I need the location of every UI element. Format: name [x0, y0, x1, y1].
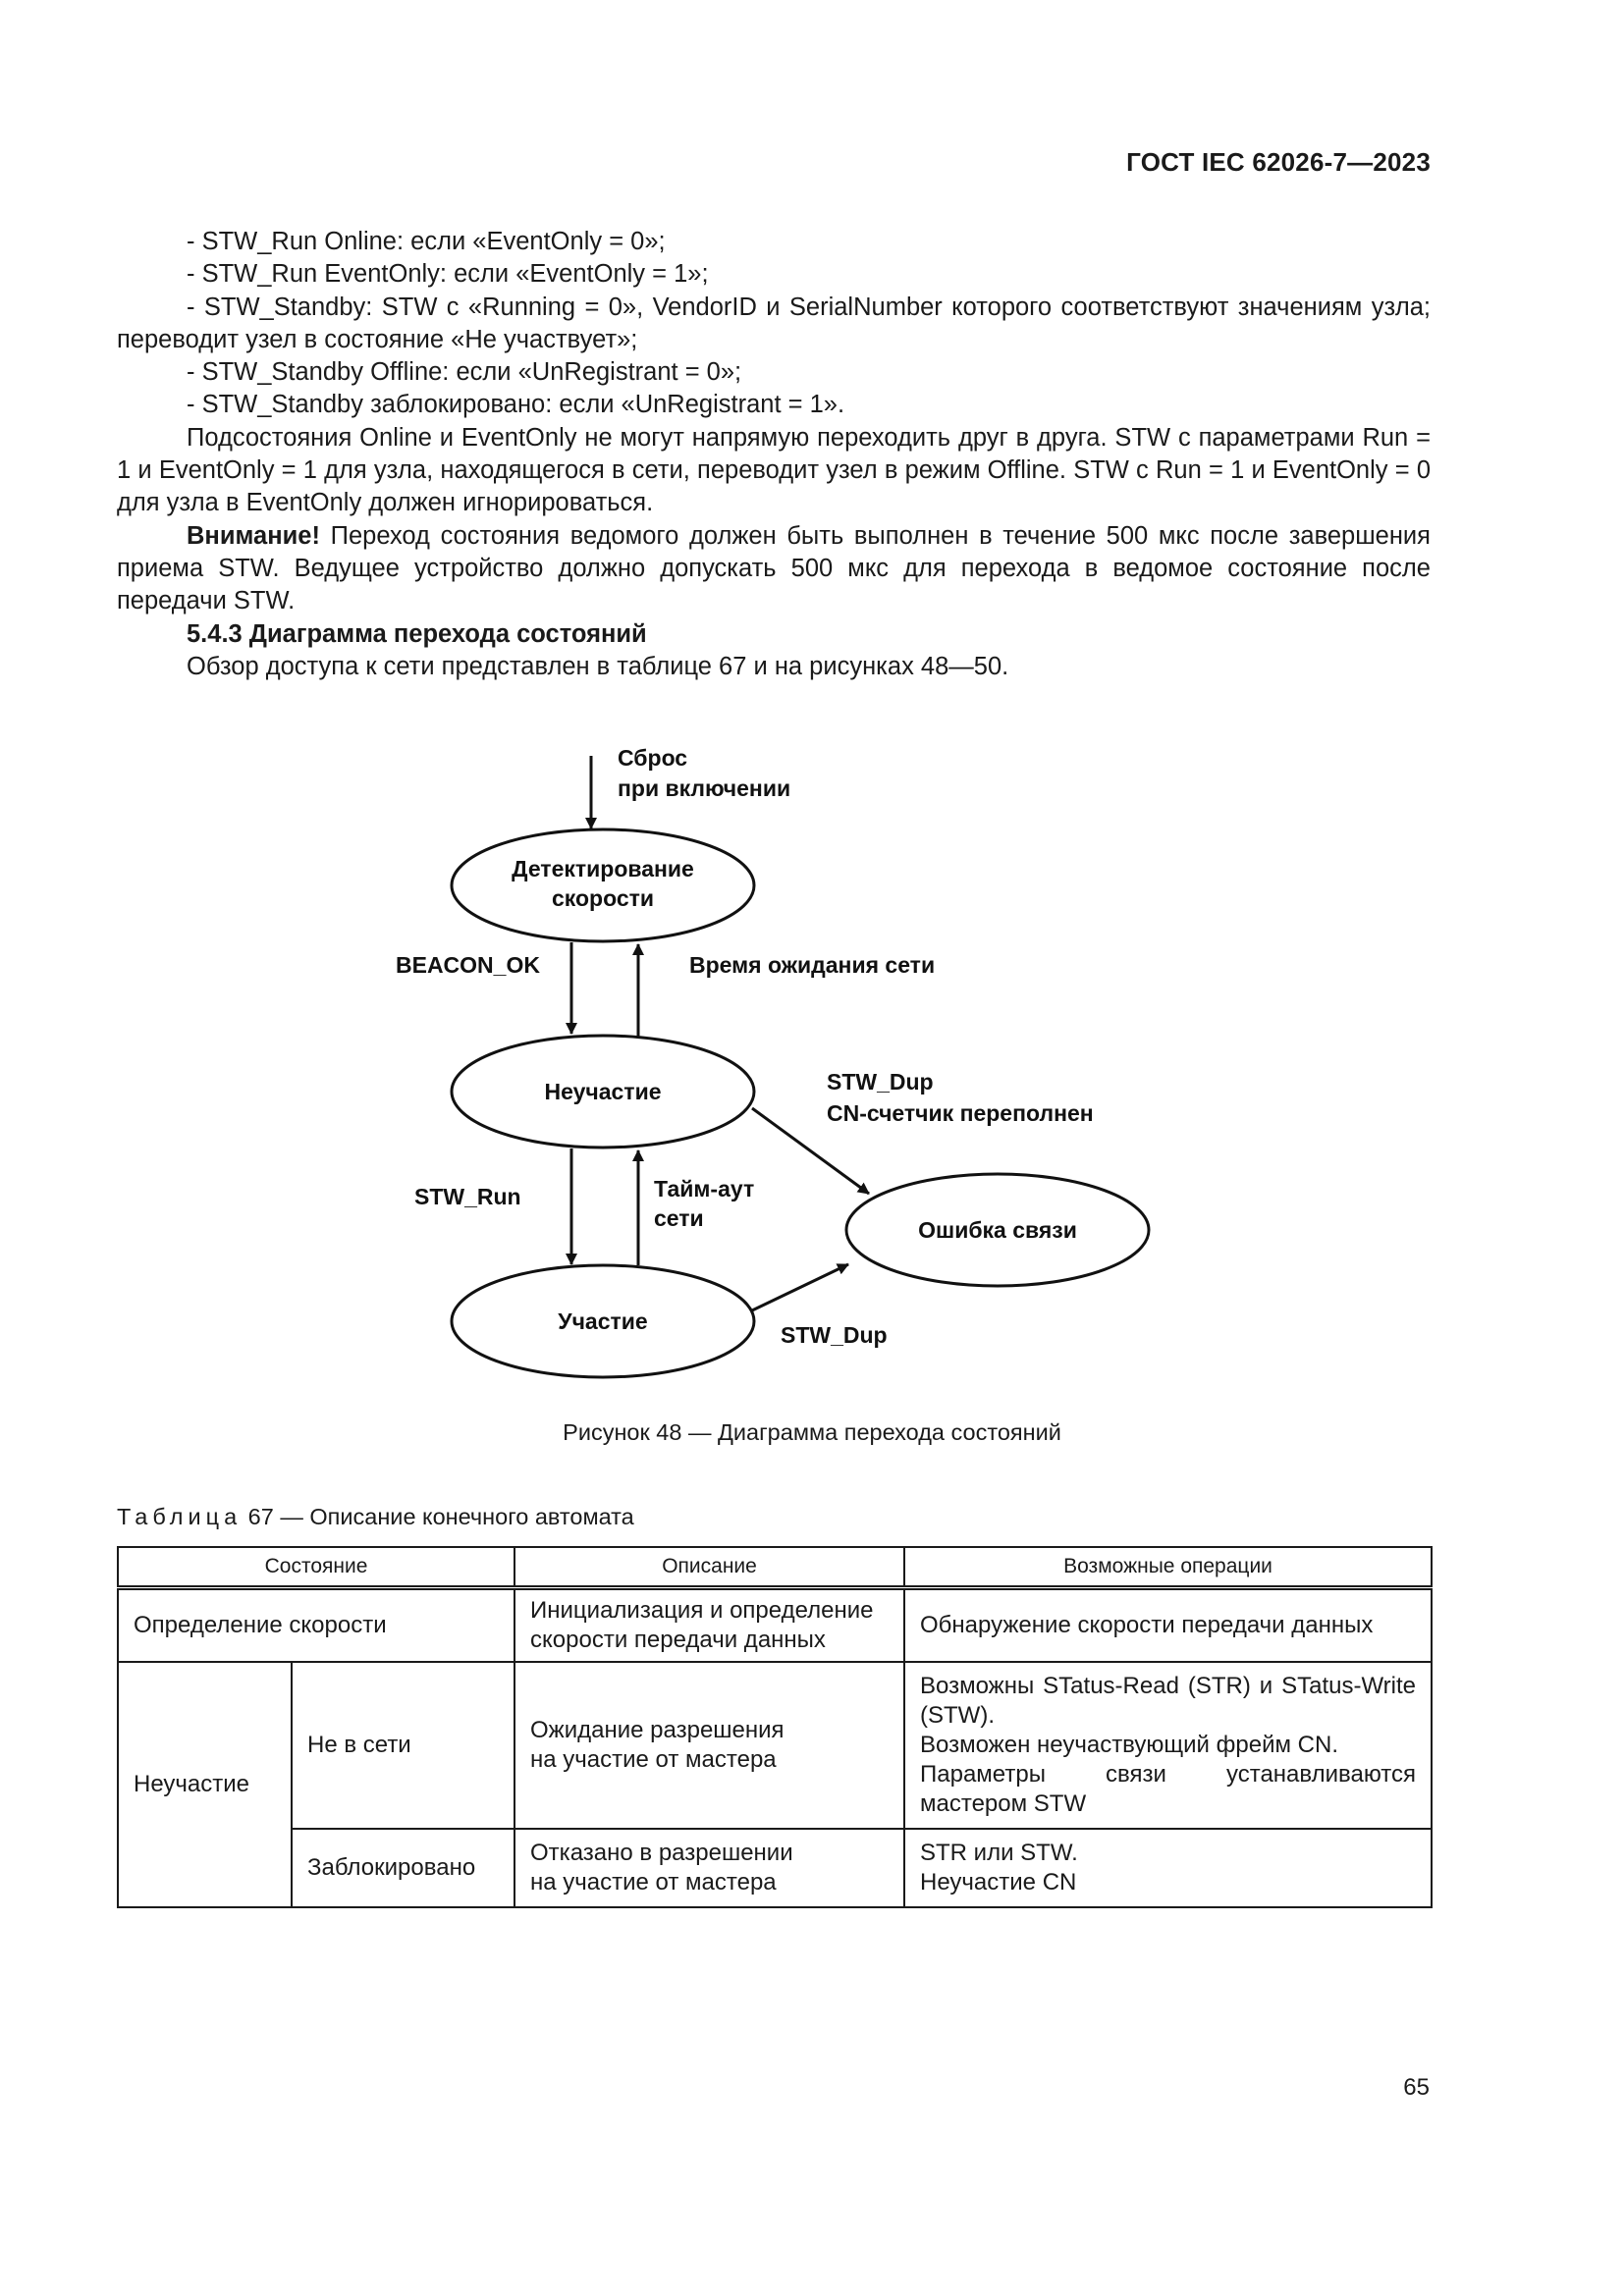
stw-dup-label-1-line1: STW_Dup — [827, 1069, 934, 1095]
cell-substate-offline: Не в сети — [292, 1662, 514, 1829]
state-speed-label-line1: Детектирование — [512, 856, 694, 881]
cell-desc-speed — [514, 1588, 904, 1662]
reset-label-line2: при включении — [618, 775, 791, 801]
bullet-item: - STW_Run Online: если «EventOnly = 0»; — [187, 228, 666, 255]
state-speed-label-line2: скорости — [551, 885, 655, 911]
attention-paragraph — [117, 520, 1431, 618]
cell-line: STR или STW. — [920, 1839, 1078, 1866]
section-heading: 5.4.3 Диаграмма перехода состояний — [187, 619, 647, 648]
column-header-state: Состояние — [118, 1547, 514, 1588]
cell-state-speed: Определение скорости — [118, 1588, 514, 1662]
cell-desc-blocked — [514, 1829, 904, 1907]
stw-dup-arrow — [752, 1264, 848, 1310]
cell-line: Отказано в разрешении — [530, 1839, 793, 1866]
table-row — [118, 1829, 1432, 1907]
attention-text: Переход состояния ведомого должен быть выполнен в течение 500 мкс после завершения приема STW. Ведущее устройство должно допускать 500 мкс для перехода в ведомое состояние после передачи STW. — [117, 521, 1431, 615]
network-timeout-label-line2: сети — [654, 1205, 704, 1231]
stw-run-label: STW_Run — [414, 1184, 521, 1209]
bullet-item: - STW_Run EventOnly: если «EventOnly = 1»; — [187, 260, 709, 289]
column-header-operations: Возможные операции — [904, 1547, 1432, 1588]
cell-line: Параметры связи устанавливаются мастером STW — [920, 1760, 1417, 1817]
state-error-label: Ошибка связи — [918, 1217, 1077, 1243]
cell-group-non-participation: Неучастие — [118, 1662, 292, 1907]
overview-paragraph: Обзор доступа к сети представлен в таблице 67 и на рисунках 48—50. — [187, 652, 1009, 680]
table-caption-rest: 67 — Описание конечного автомата — [242, 1504, 634, 1529]
bullet-item: - STW_Standby Offline: если «UnRegistrant = 0»; — [187, 358, 742, 387]
cell-line: Возможен неучаствующий фрейм CN. — [920, 1731, 1338, 1758]
attention-label: Внимание! — [187, 521, 320, 550]
cell-substate-blocked: Заблокировано — [292, 1829, 514, 1907]
table-row — [118, 1662, 1432, 1829]
cell-ops-offline — [904, 1662, 1432, 1829]
cell-ops-speed: Обнаружение скорости передачи данных — [904, 1588, 1432, 1662]
column-header-description: Описание — [514, 1547, 904, 1588]
bullet-item: - STW_Standby заблокировано: если «UnRegistrant = 1». — [187, 391, 845, 419]
cell-line: Инициализация и определение — [530, 1596, 874, 1624]
network-wait-label: Время ожидания сети — [689, 952, 936, 978]
cell-line: скорости передачи данных — [530, 1626, 826, 1653]
table-caption-word: Таблица — [117, 1504, 243, 1529]
page-number: 65 — [1403, 2074, 1430, 2101]
stw-dup-label-1-line2: CN-счетчик переполнен — [827, 1100, 1094, 1126]
cell-desc-offline — [514, 1662, 904, 1829]
cell-line: Возможны STatus-Read (STR) и STatus-Write (STW). — [920, 1672, 1417, 1729]
cell-line: Ожидание разрешения — [530, 1716, 785, 1743]
state-machine-table — [117, 1546, 1433, 1908]
table-caption — [117, 1504, 634, 1530]
reset-label-line1: Сброс — [618, 745, 688, 771]
cell-line: Неучастие CN — [920, 1868, 1077, 1896]
table-row — [118, 1588, 1432, 1662]
network-timeout-label-line1: Тайм-аут — [654, 1176, 755, 1201]
state-participation-label: Участие — [558, 1308, 648, 1334]
stw-dup-label-2: STW_Dup — [781, 1322, 888, 1348]
bullet-item: - STW_Standby: STW с «Running = 0», VendorID и SerialNumber которого соответствуют значениям узла; переводит узел в состояние «Не участвует»; — [117, 293, 1431, 353]
cell-ops-blocked — [904, 1829, 1432, 1907]
table-header-row — [118, 1547, 1432, 1588]
body-text — [117, 226, 1431, 683]
figure-caption: Рисунок 48 — Диаграмма перехода состояний — [563, 1419, 1061, 1445]
cell-line: на участие от мастера — [530, 1868, 777, 1896]
cell-line: на участие от мастера — [530, 1745, 777, 1773]
beacon-ok-label: BEACON_OK — [396, 952, 540, 978]
substates-paragraph: Подсостояния Online и EventOnly не могут напрямую переходить друг в друга. STW с параметрами Run = 1 и EventOnly = 1 для узла, находящегося в сети, переводит узел в режим Offline. STW с Run = 1 и EventOnly = 0 для узла в EventOnly должен игнорироваться. — [117, 423, 1431, 517]
document-id-header: ГОСТ IEC 62026-7—2023 — [1126, 147, 1431, 177]
state-transition-diagram — [373, 731, 1178, 1399]
state-non-participation-label: Неучастие — [544, 1079, 662, 1104]
